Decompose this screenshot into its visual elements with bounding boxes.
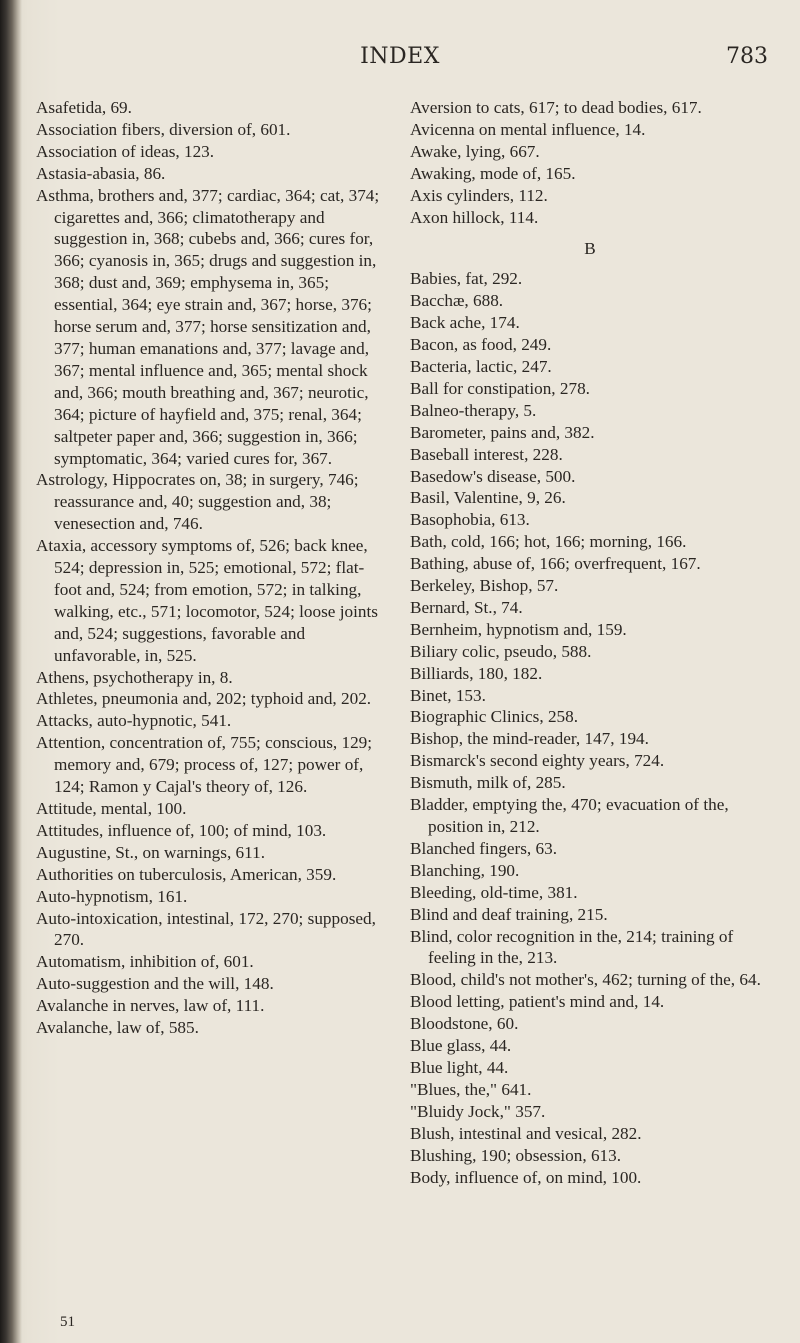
- index-entry: Back ache, 174.: [410, 313, 520, 333]
- index-entry: Asthma, brothers and, 377; cardiac, 364; cat, 374; cigarettes and, 366; climatotherapy and suggestion in, 368; cubebs and, 366; cures for, 366; cyanosis in, 365; drugs and suggestion in, 368; dust and, 369; emphysema in, 365; essential, 364; eye strain and, 367; horse, 376; horse serum and, 377; horse sensitization and, 377; human emanations and, 377; lavage and, 367; mental influence and, 365; mental shock and, 366; mouth breathing and, 367; neurotic, 364; picture of hayfield and, 375; renal, 364; saltpeter paper and, 366; suggestion in, 366; symptomatic, 364; varied cures for, 367.: [36, 185, 380, 468]
- index-entry: Auto-suggestion and the will, 148.: [36, 974, 274, 994]
- index-entry: Athletes, pneumonia and, 202; typhoid and, 202.: [36, 689, 372, 709]
- index-entry: Bernheim, hypnotism and, 159.: [410, 619, 627, 639]
- index-entry: Awaking, mode of, 165.: [410, 163, 576, 183]
- index-entry: Bloodstone, 60.: [410, 1014, 519, 1034]
- index-entry: Blood letting, patient's mind and, 14.: [410, 992, 665, 1012]
- index-entry: Blanching, 190.: [410, 860, 520, 880]
- index-entry: Ball for constipation, 278.: [410, 378, 590, 398]
- index-entries-b: [410, 268, 770, 1188]
- index-entry: Bacteria, lactic, 247.: [410, 356, 552, 376]
- index-entry: Billiards, 180, 182.: [410, 663, 543, 683]
- index-entry: Authorities on tuberculosis, American, 359.: [36, 864, 337, 884]
- index-entry: Babies, fat, 292.: [410, 269, 523, 289]
- index-entries-a-continued: [410, 97, 770, 228]
- index-entry: Bladder, emptying the, 470; evacuation of the, position in, 212.: [410, 795, 729, 836]
- index-entry: Bathing, abuse of, 166; overfrequent, 167.: [410, 554, 701, 574]
- index-entry: Awake, lying, 667.: [410, 141, 540, 161]
- index-entry: Balneo-therapy, 5.: [410, 400, 537, 420]
- index-entry: Association fibers, diversion of, 601.: [36, 119, 291, 139]
- index-entry: Berkeley, Bishop, 57.: [410, 576, 559, 596]
- book-binding-edge: [0, 0, 22, 1343]
- index-entry: Astasia-abasia, 86.: [36, 163, 166, 183]
- index-entry: Augustine, St., on warnings, 611.: [36, 842, 266, 862]
- index-column-left: [36, 97, 388, 1039]
- index-entry: Blanched fingers, 63.: [410, 838, 558, 858]
- index-entry: Binet, 153.: [410, 685, 486, 705]
- page-number: 783: [726, 44, 768, 69]
- index-entry: Blush, intestinal and vesical, 282.: [410, 1123, 642, 1143]
- page-header: [0, 44, 800, 74]
- index-entry: Bismarck's second eighty years, 724.: [410, 751, 665, 771]
- index-entry: Bleeding, old-time, 381.: [410, 882, 578, 902]
- index-entry: Bishop, the mind-reader, 147, 194.: [410, 729, 649, 749]
- index-entry: Barometer, pains and, 382.: [410, 422, 595, 442]
- index-entry: Bismuth, milk of, 285.: [410, 773, 566, 793]
- running-title: INDEX: [360, 44, 440, 69]
- index-entry: Association of ideas, 123.: [36, 141, 215, 161]
- section-letter-heading: B: [584, 239, 596, 259]
- index-entry: Blushing, 190; obsession, 613.: [410, 1145, 622, 1165]
- index-entry: Auto-hypnotism, 161.: [36, 886, 188, 906]
- index-entry: Attitudes, influence of, 100; of mind, 103.: [36, 820, 327, 840]
- index-entry: Biliary colic, pseudo, 588.: [410, 641, 592, 661]
- index-entry: Blue glass, 44.: [410, 1036, 512, 1056]
- index-entry: Blue light, 44.: [410, 1057, 509, 1077]
- index-entry: Baseball interest, 228.: [410, 444, 563, 464]
- index-entry: Blind and deaf training, 215.: [410, 904, 608, 924]
- index-entry: Auto-intoxication, intestinal, 172, 270; supposed, 270.: [36, 908, 376, 950]
- index-entry: Attacks, auto-hypnotic, 541.: [36, 711, 232, 731]
- index-entry: Body, influence of, on mind, 100.: [410, 1167, 642, 1187]
- index-entry: Axon hillock, 114.: [410, 207, 539, 227]
- index-entry: Axis cylinders, 112.: [410, 185, 548, 205]
- index-entry: Attitude, mental, 100.: [36, 799, 187, 818]
- index-entry: Avalanche in nerves, law of, 111.: [36, 996, 265, 1016]
- index-entry: Bernard, St., 74.: [410, 597, 523, 617]
- index-entry: Blood, child's not mother's, 462; turning of the, 64.: [410, 970, 761, 990]
- index-column-right: [410, 97, 770, 1188]
- index-entry: Bacchæ, 688.: [410, 291, 504, 311]
- index-entry: Athens, psychotherapy in, 8.: [36, 667, 233, 687]
- index-entry: Avalanche, law of, 585.: [36, 1018, 199, 1038]
- index-entry: "Blues, the," 641.: [410, 1079, 532, 1099]
- index-entry: Attention, concentration of, 755; conscious, 129; memory and, 679; process of, 127; power of, 124; Ramon y Cajal's theory of, 126.: [36, 733, 373, 797]
- index-entry: Ataxia, accessory symptoms of, 526; back knee, 524; depression in, 525; emotional, 572; flat-foot and, 524; from emotion, 572; in talking, walking, etc., 571; locomotor, 524; loose joints and, 524; suggestions, favorable and unfavorable, in, 525.: [36, 536, 378, 665]
- index-entry: Bacon, as food, 249.: [410, 335, 552, 355]
- index-entry: Aversion to cats, 617; to dead bodies, 617.: [410, 98, 702, 117]
- index-entry: Automatism, inhibition of, 601.: [36, 952, 254, 972]
- index-entry: Biographic Clinics, 258.: [410, 707, 579, 727]
- index-entry: Blind, color recognition in the, 214; training of feeling in the, 213.: [410, 926, 734, 968]
- signature-mark: 51: [60, 1314, 75, 1330]
- index-entry: Avicenna on mental influence, 14.: [410, 119, 646, 139]
- index-entry: Basophobia, 613.: [410, 510, 530, 530]
- index-entry: "Bluidy Jock," 357.: [410, 1101, 546, 1121]
- index-entry: Basil, Valentine, 9, 26.: [410, 488, 566, 508]
- index-entry: Asafetida, 69.: [36, 98, 132, 117]
- index-entry: Astrology, Hippocrates on, 38; in surgery, 746; reassurance and, 40; suggestion and, 38; venesection and, 746.: [36, 470, 359, 534]
- index-entry: Basedow's disease, 500.: [410, 466, 576, 486]
- index-entry: Bath, cold, 166; hot, 166; morning, 166.: [410, 532, 687, 552]
